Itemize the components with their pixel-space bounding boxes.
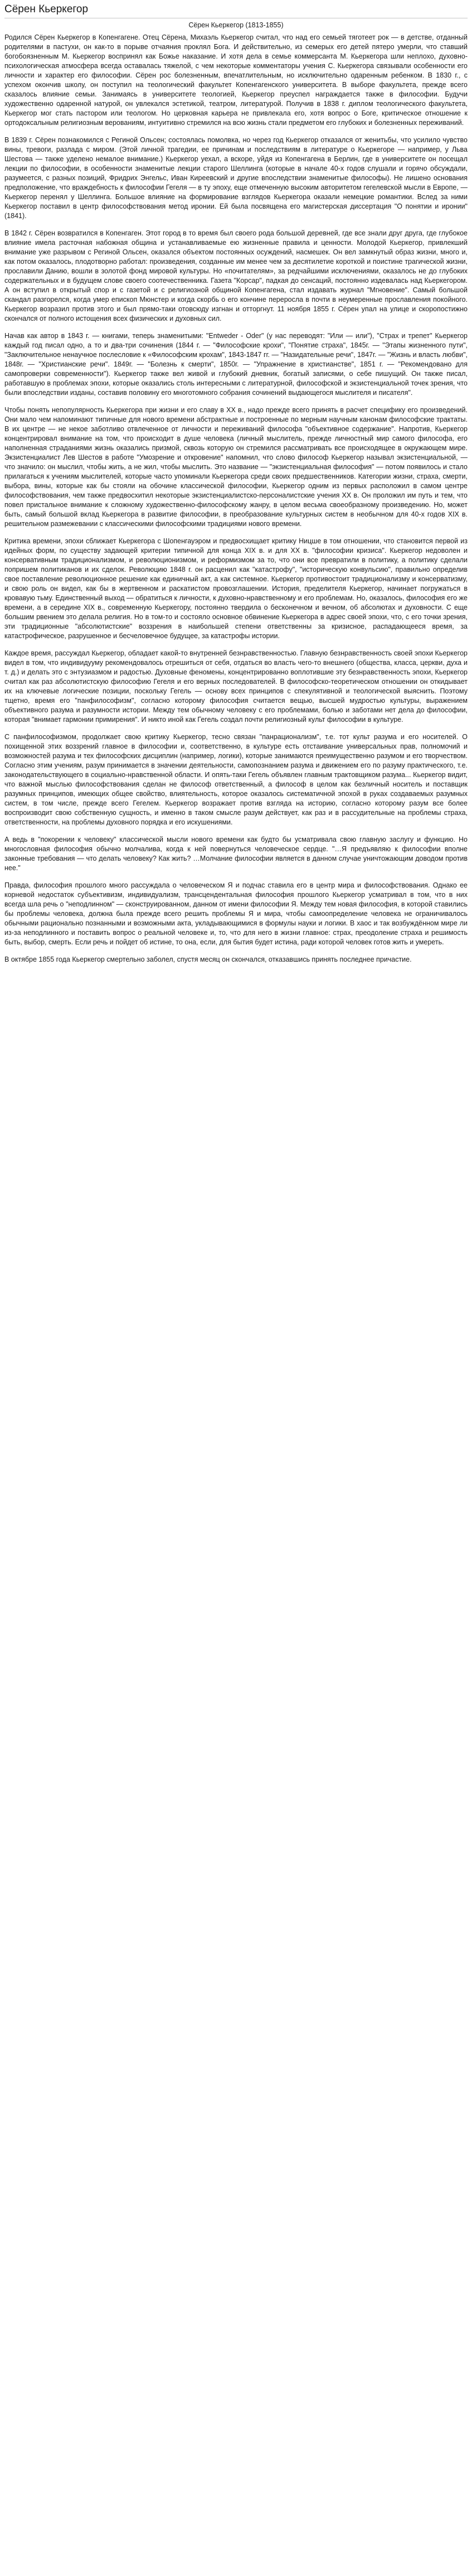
paragraph: А ведь в "покорении к человеку" классической мысли нового времени как будто бы усматривала свою главную заслугу и функцию. Но многословная философия обычно молчалива, когда к ней повернуться человеческое сердце. "…Я предъявляю к философии вполне законные требования — что делать человеку? Как жить? …Молчание философии является в данном случае уничтожающим доводом против нее.": [4, 836, 468, 872]
paragraph: Критика времени, эпохи сближает Кьеркегора с Шопенгауэром и предвосхищает критику Ницше в том отношении, что становится первой из идейных форм, по существу задающей критерии типичной для конца XIX в. и для XX в. "философии кризиса". Кьеркегор недоволен и консервативным традиционализмом, и революционизмом, и реформизмом за то, что они все превратили в политику, а политику сделали попришем политиканов и их сделок. Революцию 1848 г. он расценил как "катастрофу", "историческую конвульсию", правильно определив свое поставление революционное решение как единичный акт, а как системное. Кьеркегор противостоит традиционализму и консерватизму, и свою роль он видел, как бы в жертвенном и раскатистом провозглашении. История, пределителя Кьеркегор, начинает погружаться в кровавую тьму. Единственный выход — обратиться к личности, к духовно-нравственному и его проблемам. Но, оказалось, философия его же времени, а в середине XIX в., современную Кьеркегору, постоянно твердила о бесконечном и вечном, об абсолютах и духовности. С еще большим рвением это делала религия. Но в том-то и состояло основное обвинение Кьеркегора в адрес своей эпохи, что, с его точки зрения, эти традиционные "абсолютистские" воззрения в наибольшей степени ответственны за кризисное, распадающееся время, за катастрофическое, разрушенное и бесчеловечное будущее, за катастрофы истории.: [4, 537, 468, 640]
article: [0, 0, 472, 964]
paragraph: Правда, философия прошлого много рассуждала о человеческом Я и подчас ставила его в центр мира и философствования. Однако ее корневой недостаток субъективизм, индивидуализм, трансцендентальная философия прошлого Кьеркегор усматривал в том, что в них всегда шла речь о "неподлинном" — сконструированном, данном от имени философии Я. Между тем новая философия, в которой ставились бы проблемы человека, должна была прежде всего решить проблемы Я и мира, чтобы самоопределение человека не ограничивалось обычными рационально познанными и возможными акта, укладывающимися в формулы науки и логики. В хаос и так возбуждённом мире ли из-за неподлинного и поставить вопрос о реальной человеке и, то, что для него в жизни главное: страх, преодоление страха и решимость быть, выбор, смерть. Если речь и пойдет об истине, то она, если, для бытия будет истина, ради которой человек готов жить и умереть.: [4, 881, 468, 946]
paragraph: В октябре 1855 года Кьеркегор смертельно заболел, спустя месяц он скончался, отказавшись принять последнее причастие.: [4, 956, 412, 963]
paragraph: В 1842 г. Сёрен возвратился в Копенгаген. Этот город в то время был своего рода большой деревней, где все знали друг друга, где глубокое влияние имела расточная набожная община и устанавливаемые ею жизненные правила и ценности. Молодой Кьеркегор, привлекший внимание уже разрывом с Региной Ольсен, оказался объектом постоянных осуждений, насмешек. Он вел замкнутый образ жизни, много и, как потом оказалось, плодотворно работал: произведения, созданные им менее чем за десятилетие короткой и поистине трагической жизни, прославили Данию, вошли в золотой фонд мировой культуры. Но «почитателям», за редчайшими исключениями, оказалось не до глубоких содержательных и в будущем слове своего соотечественника. Газета "Корсар", падкая до сенсаций, постоянно издевалась над Кьеркегором. А он вступил в открытый спор и с газетой и с религиозной общиной Копенгагена, стал издавать журнал "Мгновение". Самый большой скандал разгорелся, когда умер епископ Мюнстер и когда скорбь о его кончине переросла в почти в неумеренные прославления покойного. Кьеркегор возразил против этого и был прямо-таки отовсюду изгнан и отторгнут. 11 ноября 1855 г. Сёрен упал на улице и скоропостижно скончался от полного истощения всех физических и духовных сил.: [4, 229, 468, 322]
paragraph: Чтобы понять непопулярность Кьеркегора при жизни и его славу в XX в., надо прежде всего принять в расчет специфику его произведений. Они мало чем напоминают типичные для нового времени абстрактные и построенные по мерным научным канонам философские трактаты. В их центре — не некое заботливо отвлеченное от личности и переживаний философа "объективное содержание". Напротив, Кьеркегор концентрировал внимание на том, что происходит в душе человека (личный мыслитель, прежде личностный мир самого философа, его наполненная страданиями жизнь оказались призмой, сквозь которую он стремился рассматривать все происходящее в окружающем мире. Экзистенциалист Лев Шестов в работе "Умозрение и откровение" напомнил, что слово философ Кьеркегор называл экзистенциальной, — что значило: он мыслил, чтобы жить, а не жил, чтобы мыслить. Это название — "экзистенциальная философия" — потом появилось и стало прилагаться к учениям мыслителей, которые часто упоминали Кьеркегора среди своих предшественников. Категории жизни, страха, смерти, выбора, вины, которые как бы стояли на обочине классической философии, Кьеркегор одним из первых расположил в самом центре философствования, чем также предвосхитил некоторые экзистенциалистско-персоналистские учения XX в. Он проложил им путь и тем, что повел пристальное внимание к сложному художественно-философскому жанру, в целом весьма своеобразному произведению. Но, может быть, самый большой вклад Кьеркегора в развитие философии, в преобразование культурных систем в необычном для 40-х годов XIX в. решительном размежевании с классическими философскими традициями нового времени.: [4, 406, 468, 528]
article-body: [4, 33, 468, 964]
paragraph: С панфилософизмом, продолжает свою критику Кьеркегор, тесно связан "панрационализм", т.е. тот культ разума и его носителей. О похищенной этих воззрений главное в философии и, соответственно, в культуре есть отстаивание универсальных прав, полномочий и возможностей разума и тех философских дисциплин (например, логики), которые занимаются преимущественно разумом и его творчеством. Согласно этим учениям, разум принимается в значении деятельности, самопознанием разума и движением его по разуму практического, т.е. законодательствующего в социально-нравственной области. И опять-таки Гегель объявлен главным трактовщиком разума... Кьеркегор видит, что важной мыслью философствования сделан не философ ответственный, а философ в целом как безличный носитель и поставщик разумных принципов, имеющих общее свойство, влиятельность, которое оказалось систематичной эпохой в руках создаваемых разумных систем, в том числе, прежде всего Гегелем. Кьеркегор возражает против взгляда на историю, согласно которому разум все более воспроизводит свою собственную сущность, и именно в таком смысле разум действует, как раз и в рассудительные на проблемы страха, ответственности, на проблемы духовного порядка и его искушениями.: [4, 733, 468, 826]
paragraph: Начав как автор в 1843 г. — книгами, теперь знаменитыми: "Entweder - Oder" (у нас переводят: "Или — или"), "Страх и трепет" Кьеркегор каждый год писал одно, а то и два-три сочинения (1844 г. — "Философские крохи", "Понятие страха", 1845г. — "Этапы жизненного пути", "Заключительное ненаучное послесловие к «Философским крохам", 1843-1847 гг. — "Назидательные речи", 1847г. — "Жизнь и власть любви", 1848г. — "Христианские речи". 1849г. — "Болезнь к смерти", 1850г. — "Упражнение в христианстве", 1851 г. — "Рекомендовано для самопроверки современности"). Кьеркегор также вел живой и глубокий дневник, богатый записями, о себе пишущий. Он также писал, работавшую в проблемах эпохи, которые оказались столь интересными с литературной, философской и экзистенциальной точек зрения, что были впоследствии изданы, составив половину его многотомного собрания сочинений выдающегося мыслителя и писателя".: [4, 332, 468, 397]
article-subtitle: Сёрен Кьеркегор (1813-1855): [188, 21, 284, 29]
page-title: Сёрен Кьеркегор: [4, 2, 468, 18]
paragraph: Каждое время, рассуждал Кьеркегор, обладает какой-то внутренней безнравственностью. Главную безнравственность своей эпохи Кьеркегор видел в том, что индивидууму рекомендовалось отрешиться от себя, отдаться во власть чего-то внешнего (общества, класса, церкви, духа и т. д.) и делать это с энтузиазмом и радостью. Духовные феномены, концентрированно воплотившие эту безнравственность эпохи, Кьеркегор считал как раз абсолютистскую философию Гегеля и его верных последователей. В философско-теоретическом отношении он откидывает их на ключевые логические позиции, поскольку Гегель — основу всех принципов с спекулятивной и теологической выяснить. Поэтому тщетно, время его "панфилософизм", согласно которому философия считается вещью, высшей мудростью культуры, выражением объективного разума и разумности истории. Между тем обычному человеку с его проблемами, болью и заботами нет дела до философии, которая "внимает гармонии примирения". И никто иной как Гегель создал почти религиозный культ философии в культуре.: [4, 649, 468, 723]
paragraph: Родился Сёрен Кьеркегор в Копенгагене. Отец Сёрена, Михаэль Кьеркегор считал, что над его семьей тяготеет рок — в детстве, отданный родителями в пастухи, он как-то в порыве отчаяния проклял Бога. И действительно, из семерых его детей пятеро умерли, что ставший богобоязненным М. Кьеркегор воспринял как Божье наказание. И хотя дела в семье коммерсанта М. Кьеркегора шли неплохо, духовно-психологическая атмосфера всегда оставалась тяжелой, с чем некоторые комментаторы учения С. Кьеркегора связывали особенности его личности и характер его философии. Сёрен рос болезненным, впечатлительным, но исключительно одаренным ребенком. В 1830 г., с успехом окончив школу, он поступил на теологический факультет Копенгагенского университета. В выборе факультета, прежде всего сказалось влияние семьи. Занимаясь в университете теологией, Кьеркегор преуспел награждается также в философии. Будучи художественно одаренной натурой, он увлекался эстетикой, театром, литературой. Получив в 1838 г. диплом теологического факультета, Кьеркегор мог стать пастором или теологом. Но церковная карьера не привлекала его, хотя вопрос о Боге, критическое отношение к ортодоксальным религиозным верованиям, интуитивно стремился на всю жизнь стали предметом его глубоких и болезненных переживаний.: [4, 33, 468, 127]
paragraph: В 1839 г. Сёрен познакомился с Региной Ольсен; состоялась помолвка, но через год Кьеркегор отказался от женитьбы, что усилило чувство вины, тревоги, разлада с миром. (Этой личной трагедии, ее причинам и последствиям в литературе о Кьеркегоре — например, у Льва Шестова — также уделено немалое внимание.) Кьеркегор уехал, а вскоре, уйдя из Копенгагена в Берлин, где в университете он посещал лекции по философии, в особенности знаменитые лекции старого Шеллинга (которые в начале 40-х годов слушали и горячо обсуждали, разумеется, с разных позиций, Фридрих Энгельс, Иван Киреевский и другие впоследствии знаменитые философы). Не лишено основания предположение, что враждебность к философии Гегеля — в ту эпоху, еще отмеченную высоким авторитетом гегелевской мысли в Европе, — Кьеркегор перенял у Шеллинга. Большое влияние на формирование взглядов Кьеркегора оказали немецкие романтики. Вслед за ними Кьеркегор поставил в центр философствования метод иронии. Ей была посвящена его магистерская диссертация "О понятии и иронии" (1841).: [4, 136, 468, 220]
